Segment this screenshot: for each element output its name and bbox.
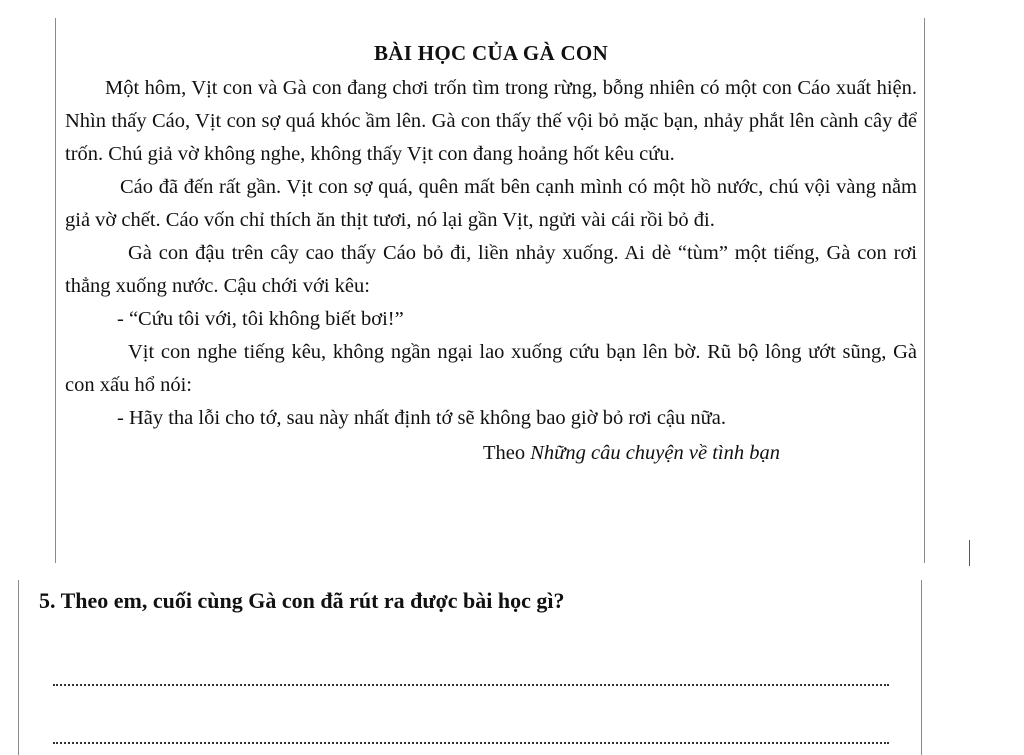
story-title: BÀI HỌC CỦA GÀ CON — [373, 41, 609, 65]
story-paragraph-3: Gà con đậu trên cây cao thấy Cáo bỏ đi, liền nhảy xuống. Ai dè “tùm” một tiếng, Gà con rơi thẳng xuống nước. Cậu chới với kêu: — [65, 242, 917, 297]
story-box — [55, 18, 925, 563]
question-box — [18, 580, 922, 755]
story-dialog-1: - “Cứu tôi với, tôi không biết bơi!” — [117, 308, 404, 330]
story-paragraph-4: Vịt con nghe tiếng kêu, không ngần ngại lao xuống cứu bạn lên bờ. Rũ bộ lông ướt sũng, Gà con xấu hổ nói: — [65, 341, 917, 396]
attribution-source: Những câu chuyện về tình bạn — [530, 442, 780, 464]
question-text: 5. Theo em, cuối cùng Gà con đã rút ra được bài học gì? — [39, 588, 565, 613]
margin-line — [969, 540, 970, 566]
story-dialog-2: - Hãy tha lỗi cho tớ, sau này nhất định tớ sẽ không bao giờ bỏ rơi cậu nữa. — [117, 407, 726, 429]
story-paragraph-2: Cáo đã đến rất gần. Vịt con sợ quá, quên mất bên cạnh mình có một hồ nước, chú vội vàng nằm giả vờ chết. Cáo vốn chỉ thích ăn thịt tươi, nó lại gần Vịt, ngửi vài cái rồi bỏ đi. — [65, 176, 917, 231]
answer-line-1[interactable] — [53, 684, 889, 686]
story-content — [65, 38, 917, 470]
attribution-prefix: Theo — [483, 442, 526, 464]
answer-line-2[interactable] — [53, 742, 889, 744]
story-paragraph-1: Một hôm, Vịt con và Gà con đang chơi trốn tìm trong rừng, bỗng nhiên có một con Cáo xuất hiện. Nhìn thấy Cáo, Vịt con sợ quá khóc ầm lên. Gà con thấy thế vội bỏ mặc bạn, nhảy phắt lên cành cây để trốn. Chú giả vờ không nghe, không thấy Vịt con đang hoảng hốt kêu cứu. — [65, 77, 917, 165]
story-attribution — [65, 437, 917, 470]
